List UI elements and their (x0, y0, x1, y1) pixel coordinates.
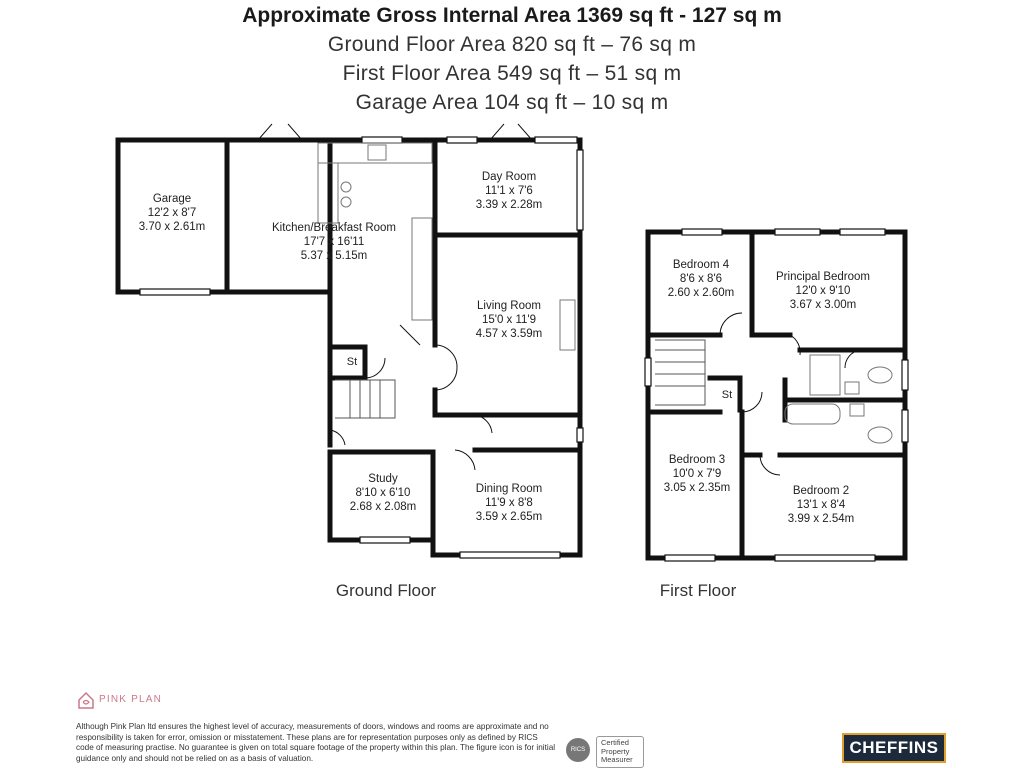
room-name: Living Room (477, 300, 541, 312)
room-metric: 3.99 x 2.54m (787, 513, 855, 525)
room-label-day-room (476, 170, 542, 212)
room-imperial: 15'0 x 11'9 (481, 314, 537, 326)
first-floor-area: First Floor Area 549 sq ft – 51 sq m (342, 62, 682, 85)
room-metric: 3.59 x 2.65m (475, 511, 543, 523)
room-metric: 3.05 x 2.35m (663, 482, 731, 494)
pink-plan-brand: PINK PLAN (99, 694, 163, 705)
first-stairs (655, 340, 705, 405)
room-imperial: 13'1 x 8'4 (796, 499, 846, 511)
ground-floor-area: Ground Floor Area 820 sq ft – 76 sq m (327, 33, 697, 56)
pink-plan-house-icon (76, 690, 96, 710)
cheffins-logo: CHEFFINS (842, 733, 946, 763)
room-name: Bedroom 4 (672, 259, 730, 271)
room-label-bedroom-2 (788, 484, 854, 526)
room-metric: 4.57 x 3.59m (475, 328, 543, 340)
room-label-bedroom-3 (664, 453, 730, 495)
ground-floor-label: Ground Floor (335, 581, 437, 600)
rics-certified-badge: Certified Property Measurer (596, 736, 644, 768)
room-metric: 2.68 x 2.08m (349, 501, 417, 513)
room-imperial: 10'0 x 7'9 (672, 468, 722, 480)
room-metric: 3.70 x 2.61m (138, 221, 206, 233)
room-imperial: 11'9 x 8'8 (485, 497, 533, 509)
room-imperial: 8'10 x 6'10 (355, 487, 411, 499)
room-name: Principal Bedroom (776, 271, 870, 283)
room-name: Bedroom 2 (792, 485, 850, 497)
room-name: Garage (152, 193, 192, 205)
room-label-living-room (476, 299, 542, 341)
room-metric: 5.37 x 5.15m (300, 250, 368, 262)
room-label-study (350, 472, 416, 514)
room-name: Kitchen/Breakfast Room (271, 222, 397, 234)
room-label-garage (139, 192, 205, 234)
room-name: Study (368, 473, 398, 485)
room-metric: 3.39 x 2.28m (475, 199, 543, 211)
first-floor-label: First Floor (659, 581, 737, 600)
rics-logo: RICS (566, 738, 590, 762)
room-imperial: 12'2 x 8'7 (147, 207, 197, 219)
room-imperial: 17'7 x 16'11 (303, 236, 365, 248)
disclaimer-text: Although Pink Plan ltd ensures the highest level of accuracy, measurements of doors, windows and rooms are approximate and no responsibility is taken for error, omission or misstatement. These plans are for representation purposes only as defined by RICS code of measuring practise. No guarantee is given on total square footage of the property within this plan. The figure icon is for initial guidance only and should not be relied on as a basis of valuation. (76, 722, 556, 763)
store-label-ground: St (346, 356, 358, 368)
room-name: Bedroom 3 (668, 454, 726, 466)
area-title: Approximate Gross Internal Area 1369 sq ft - 127 sq m (242, 4, 782, 27)
room-name: Dining Room (475, 483, 543, 495)
room-label-bedroom-4 (668, 258, 734, 300)
room-metric: 2.60 x 2.60m (667, 287, 735, 299)
garage-area: Garage Area 104 sq ft – 10 sq m (355, 91, 669, 114)
room-imperial: 12'0 x 9'10 (795, 285, 851, 297)
room-label-dining-room (476, 482, 542, 524)
room-imperial: 8'6 x 8'6 (679, 273, 723, 285)
room-metric: 3.67 x 3.00m (789, 299, 857, 311)
room-imperial: 11'1 x 7'6 (485, 185, 533, 197)
ground-stairs (335, 380, 395, 418)
room-label-principal-bedroom (776, 270, 870, 312)
store-label-first: St (721, 389, 733, 401)
room-name: Day Room (481, 171, 537, 183)
room-label-kitchen (272, 221, 396, 263)
